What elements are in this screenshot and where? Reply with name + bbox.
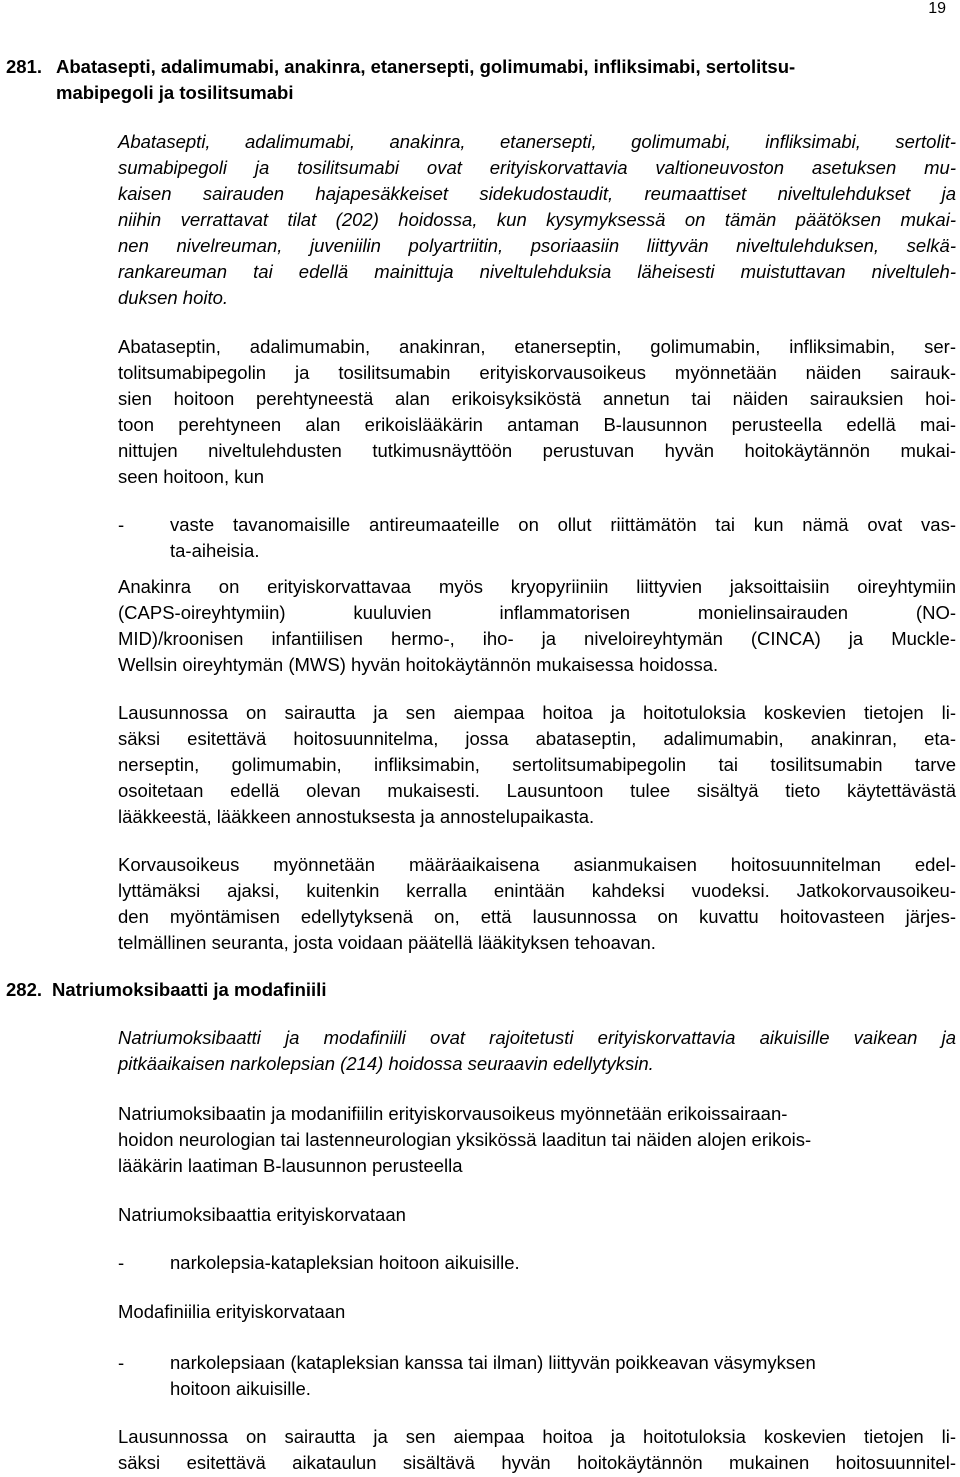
section-282-title: Natriumoksibaatti ja modafiniili [52,979,327,1000]
text-line: säksi esitettävä hoitosuunnitelma, jossa abataseptin, adalimumabin, anakinran, eta- [118,728,956,749]
text-line: Natriumoksibaatti ja modafiniili ovat rajoitetusti erityiskorvattavia aikuisille vaikean ja [118,1027,956,1048]
text-line: vaste tavanomaisille antireumaateille on ollut riittämätön tai kun nämä ovat vas- [170,514,956,535]
text-line: kaisen sairauden hajapesäkkeiset sidekudostaudit, reumaattiset niveltulehdukset ja [118,183,956,204]
text-line: duksen hoito. [118,287,229,308]
text-line: Lausunnossa on sairautta ja sen aiempaa hoitoa ja hoitotuloksia koskevien tietojen li- [118,702,956,723]
text-line: osoitetaan edellä olevan mukaisesti. Lausuntoon tulee sisältyä tieto käytettävästä [118,780,956,801]
section-281-number: 281. [6,56,43,77]
text-line: Korvausoikeus myönnetään määräaikaisena asianmukaisen hoitosuunnitelman edel- [118,854,956,875]
text-line: Anakinra on erityiskorvattavaa myös kryopyriiniin liittyvien jaksoittaisiin oireyhtymiin [118,576,956,597]
text-line: seen hoitoon, kun [118,466,265,487]
bullet-dash: - [118,514,125,535]
section-282-paragraph-2: Natriumoksibaattia erityiskorvataan [118,1204,406,1225]
text-line: niihin verrattavat tilat (202) hoidossa, kun kysymyksessä on tämän päätöksen mukai- [118,209,956,230]
text-line: Lausunnossa on sairautta ja sen aiempaa hoitoa ja hoitotuloksia koskevien tietojen li- [118,1426,956,1447]
bullet-dash: - [118,1352,125,1373]
text-line: tolitsumabipegolin ja tosilitsumabin erityiskorvausoikeus myönnetään näiden sairauk- [118,362,956,383]
text-line: sien hoitoon perehtyneestä alan erikoisyksiköstä annetun tai näiden sairauksien hoi- [118,388,956,409]
text-line: sumabipegoli ja tosilitsumabi ovat erityiskorvattavia valtioneuvoston asetuksen mu- [118,157,956,178]
text-line: Wellsin oireyhtymän (MWS) hyvän hoitokäytännön mukaisessa hoidossa. [118,654,719,675]
text-line: toon perehtyneen alan erikoislääkärin antaman B-lausunnon perusteella edellä mai- [118,414,956,435]
page-number: 19 [928,0,946,17]
text-line: hoitoon aikuisille. [170,1378,311,1399]
section-282-paragraph-3: Modafiniilia erityiskorvataan [118,1301,346,1322]
text-line: den myöntämisen edellytyksenä on, että lausunnossa on kuvattu hoitovasteen järjes- [118,906,956,927]
text-line: MID)/kroonisen infantiilisen hermo-, iho- ja niveloireyhtymän (CINCA) ja Muckle- [118,628,956,649]
text-line: nerseptin, golimumabin, infliksimabin, sertolitsumabipegolin tai tosilitsumabin tarve [118,754,956,775]
text-line: Abataseptin, adalimumabin, anakinran, etanerseptin, golimumabin, infliksimabin, ser- [118,336,956,357]
text-line: lääkkeestä, lääkkeen annostuksesta ja annostelupaikasta. [118,806,595,827]
section-281-title-line: Abatasepti, adalimumabi, anakinra, etanersepti, golimumabi, infliksimabi, sertolitsu- [56,56,796,77]
text-line: narkolepsiaan (katapleksian kanssa tai ilman) liittyvän poikkeavan väsymyksen [170,1352,816,1373]
text-line: ta-aiheisia. [170,540,260,561]
text-line: nen nivelreuman, juveniilin polyartriitin, psoriaasiin liittyvän niveltulehduksen, selkä- [118,235,956,256]
text-line: lyttämäksi ajaksi, kuitenkin kerralla enintään kahdeksi vuodeksi. Jatkokorvausoikeu- [118,880,956,901]
bullet-dash: - [118,1252,125,1273]
text-line: lääkärin laatiman B-lausunnon perusteella [118,1155,463,1176]
text-line: Natriumoksibaatin ja modanifiilin erityiskorvausoikeus myönnetään erikoissairaan- [118,1103,788,1124]
text-line: nittujen niveltulehdusten tutkimusnäyttöön perustuvan hyvän hoitokäytännön mukai- [118,440,956,461]
text-line: (CAPS-oireyhtymiin) kuuluvien inflammatorisen monielinsairauden (NO- [118,602,956,623]
text-line: telmällinen seuranta, josta voidaan päätellä lääkityksen tehoavan. [118,932,656,953]
section-281-title-line: mabipegoli ja tosilitsumabi [56,82,294,103]
text-line: hoidon neurologian tai lastenneurologian yksikössä laaditun tai näiden alojen erikois- [118,1129,812,1150]
text-line: narkolepsia-katapleksian hoitoon aikuisille. [170,1252,520,1273]
text-line: säksi esitettävä aikataulun sisältävä hyvän hoitokäytännön mukainen hoitosuunnitel- [118,1452,956,1473]
section-282-number: 282. [6,979,43,1000]
text-line: Abatasepti, adalimumabi, anakinra, etanersepti, golimumabi, infliksimabi, sertolit- [118,131,956,152]
text-line: pitkäaikaisen narkolepsian (214) hoidossa seuraavin edellytyksin. [118,1053,654,1074]
text-line: rankareuman tai edellä mainittuja niveltulehduksia läheisesti muistuttavan niveltuleh- [118,261,956,282]
